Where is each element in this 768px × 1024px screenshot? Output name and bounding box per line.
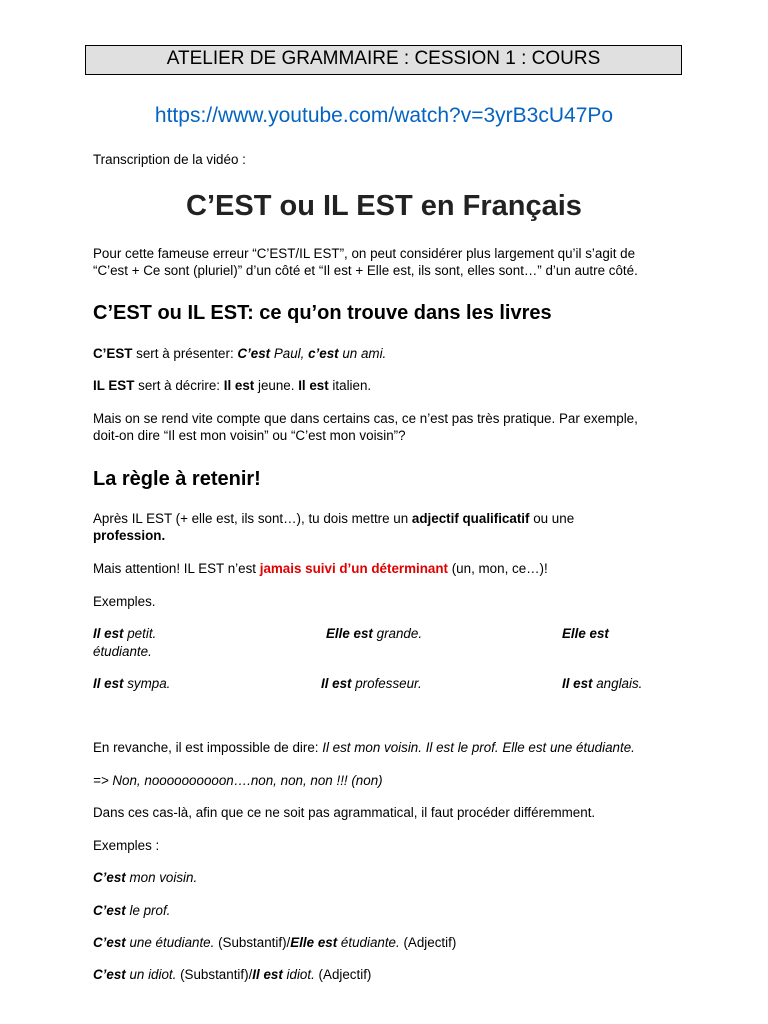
example-row1-col2 <box>326 625 422 642</box>
ilest-text: sert à décrire: <box>134 378 224 393</box>
example-row1-col3-subject: Elle est <box>562 626 609 641</box>
cest-text: sert à présenter: <box>132 346 238 361</box>
example-row1-col1-subject: Il est <box>93 626 124 641</box>
example-row2-col3-subject: Il est <box>562 676 593 691</box>
impossible-text: En revanche, il est impossible de dire: <box>93 740 323 755</box>
examples-label-2: Exemples : <box>93 838 160 853</box>
ilest-example-2: Il est <box>298 378 329 393</box>
example-row1-col2-word: grande. <box>372 626 423 641</box>
ilest-definition <box>93 377 683 394</box>
example-cest-4-type: (Substantif)/ <box>176 967 253 982</box>
ilest-example-text-2: italien. <box>328 378 372 393</box>
example-cest-2-subject: C’est <box>93 903 126 918</box>
intro-paragraph <box>93 245 683 279</box>
rule-paragraph <box>93 510 683 544</box>
example-cest-3-subject-2: Elle est <box>290 935 338 950</box>
cest-example-text-2: un ami. <box>338 346 387 361</box>
example-row1-col3-word: étudiante. <box>93 644 152 659</box>
section2-heading: La règle à retenir! <box>93 468 261 490</box>
example-row2-col2-word: professeur. <box>351 676 422 691</box>
section1-line-2: doit-on dire “Il est mon voisin” ou “C’est mon voisin”? <box>93 428 406 443</box>
example-cest-3-type: (Substantif)/ <box>214 935 291 950</box>
header-title: ATELIER DE GRAMMAIRE : CESSION 1 : COURS <box>166 48 601 69</box>
section1-paragraph <box>93 410 683 444</box>
example-row2-col1-word: sympa. <box>123 676 171 691</box>
rule-text-1: Après IL EST (+ elle est, ils sont…), tu dois mettre un <box>93 511 412 526</box>
cest-definition <box>93 345 683 362</box>
attention-warning: jamais suivi d’un déterminant <box>259 561 448 576</box>
example-row2-col2 <box>321 675 422 692</box>
examples-label: Exemples. <box>93 594 156 609</box>
example-row1-col3-wrap <box>93 643 152 660</box>
impossible-paragraph <box>93 739 683 756</box>
intro-line-1: Pour cette fameuse erreur “C’EST/IL EST”, on peut considérer plus largement qu’il s’agit de <box>93 246 636 261</box>
section1-heading: C’EST ou IL EST: ce qu’on trouve dans les livres <box>93 302 552 324</box>
example-cest-4 <box>93 966 683 983</box>
youtube-link[interactable]: https://www.youtube.com/watch?v=3yrB3cU47Po <box>154 104 614 127</box>
example-cest-4-text: un idiot. <box>125 967 177 982</box>
example-cest-2 <box>93 902 683 919</box>
example-cest-3-text: une étudiante. <box>125 935 215 950</box>
rule-adjectif: adjectif qualificatif <box>411 511 530 526</box>
header-box <box>85 45 682 75</box>
cest-example-1: C’est <box>237 346 271 361</box>
example-cest-1-subject: C’est <box>93 870 126 885</box>
cest-example-2: c’est <box>308 346 339 361</box>
rule-text-2: ou une <box>529 511 575 526</box>
cest-term: C’EST <box>93 346 133 361</box>
intro-line-2: “C’est + Ce sont (pluriel)” d’un côté et “Il est + Elle est, ils sont, elles sont…” d’un autre côté. <box>93 263 638 278</box>
impossible-examples: Il est mon voisin. Il est le prof. Elle est une étudiante. <box>322 740 635 755</box>
example-cest-4-subject-2: Il est <box>252 967 283 982</box>
ilest-example-1: Il est <box>223 378 255 393</box>
section1-line-1: Mais on se rend vite compte que dans certains cas, ce n’est pas très pratique. Par exemple, <box>93 411 638 426</box>
main-title: C’EST ou IL EST en Français <box>186 190 582 222</box>
attention-paragraph <box>93 560 683 577</box>
example-row1-col3 <box>562 625 609 642</box>
example-cest-4-type-2: (Adjectif) <box>314 967 372 982</box>
attention-text-1: Mais attention! IL EST n’est <box>93 561 260 576</box>
example-row1-col2-subject: Elle est <box>326 626 373 641</box>
example-cest-4-text-2: idiot. <box>282 967 315 982</box>
example-row1-col1 <box>93 625 156 642</box>
example-cest-2-text: le prof. <box>125 903 171 918</box>
example-cest-3-type-2: (Adjectif) <box>399 935 457 950</box>
non-text: => Non, noooooooooon….non, non, non !!! (non) <box>93 773 383 788</box>
example-cest-3 <box>93 934 683 951</box>
example-cest-1 <box>93 869 683 886</box>
example-row2-col3-word: anglais. <box>592 676 643 691</box>
example-row2-col2-subject: Il est <box>321 676 352 691</box>
example-row2-col1 <box>93 675 170 692</box>
example-cest-1-text: mon voisin. <box>125 870 198 885</box>
example-row2-col3 <box>562 675 642 692</box>
example-cest-3-subject: C’est <box>93 935 126 950</box>
non-line <box>93 772 683 789</box>
ilest-example-text-1: jeune. <box>254 378 299 393</box>
ilest-term: IL EST <box>93 378 135 393</box>
example-cest-4-subject: C’est <box>93 967 126 982</box>
rule-profession: profession. <box>93 528 166 543</box>
intro-label: Transcription de la vidéo : <box>93 152 246 167</box>
attention-text-2: (un, mon, ce…)! <box>448 561 548 576</box>
procede-paragraph: Dans ces cas-là, afin que ce ne soit pas agrammatical, il faut procéder différemment. <box>93 805 596 820</box>
cest-example-text-1: Paul, <box>270 346 309 361</box>
example-row1-col1-word: petit. <box>123 626 157 641</box>
example-cest-3-text-2: étudiante. <box>337 935 400 950</box>
example-row2-col1-subject: Il est <box>93 676 124 691</box>
